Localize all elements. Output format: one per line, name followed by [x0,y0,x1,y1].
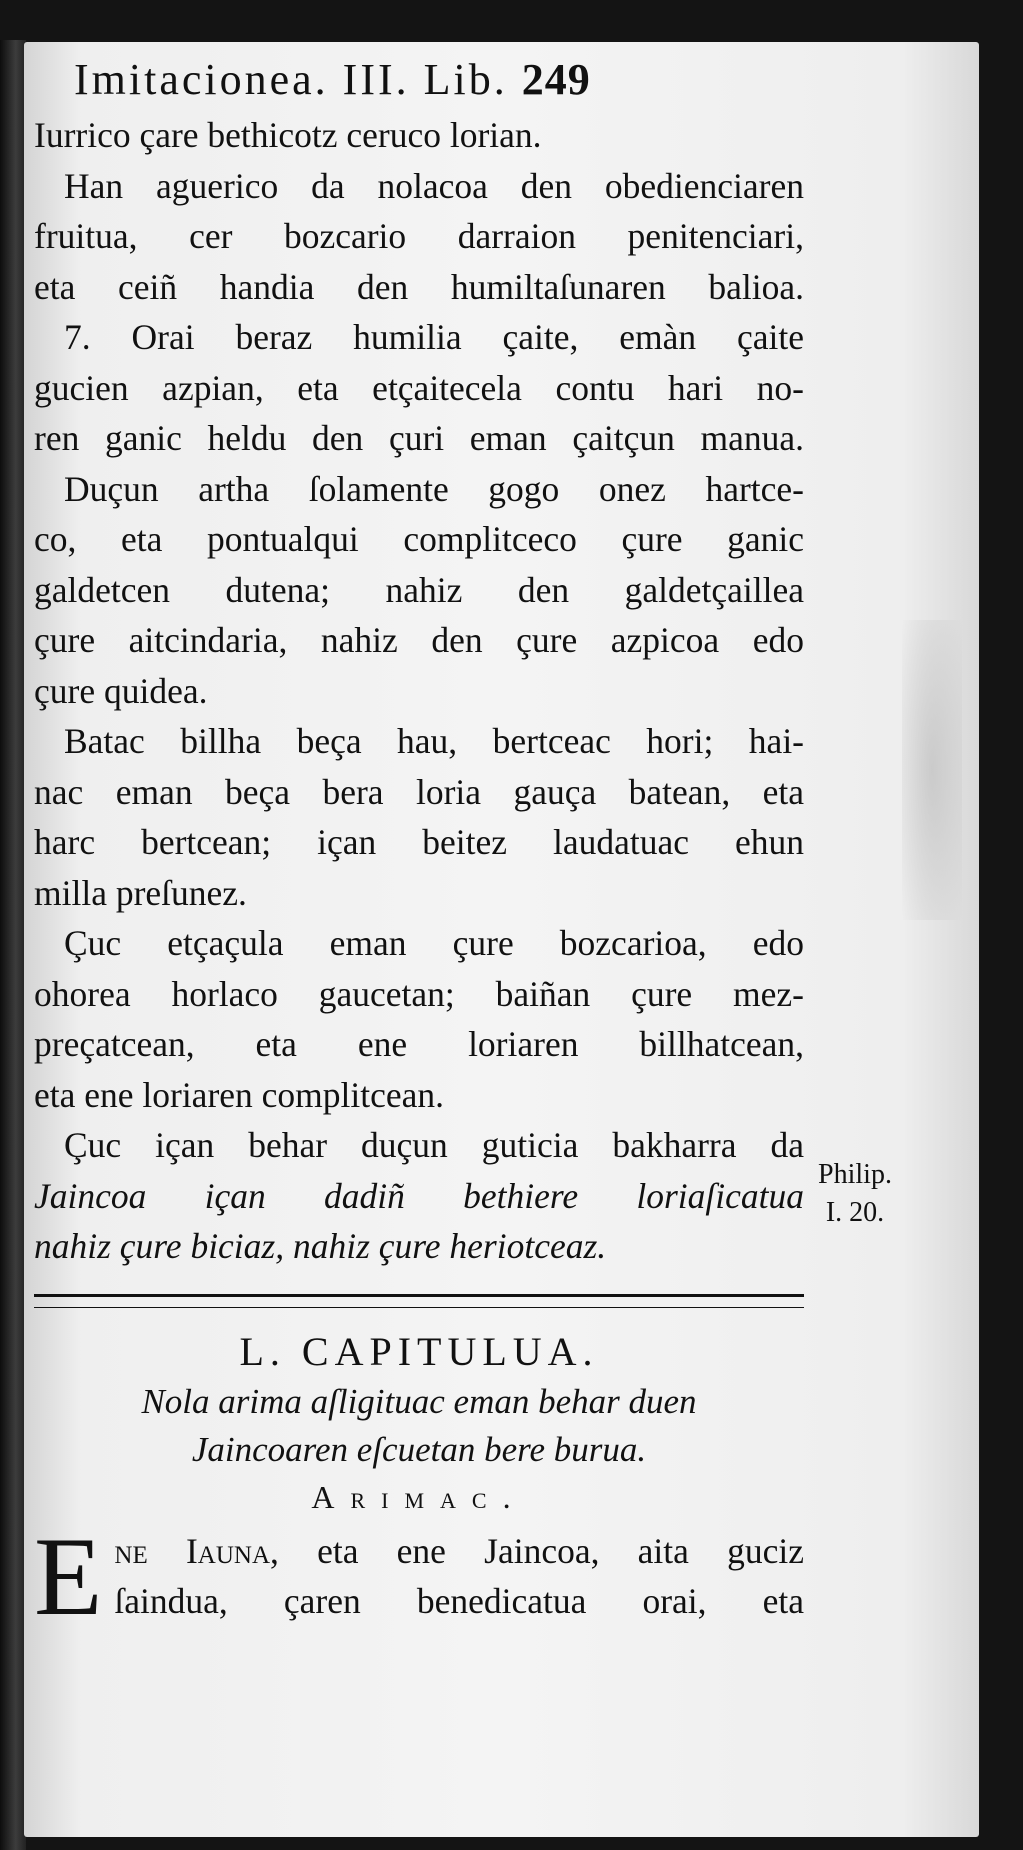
text-line: 7. Orai beraz humilia çaite, emàn çaite [64,317,804,357]
text-line: eta ene loriaren complitcean. [34,1074,445,1115]
text-line: harc bertcean; içan beitez laudatuac ehun [34,822,804,862]
text-line: Çuc içan behar duçun guticia bakharra da [64,1125,804,1165]
text-line: preçatcean, eta ene loriaren billhatcean, [34,1024,804,1064]
small-caps-phrase: ne Iauna [114,1530,270,1571]
speaker-label: Arimac. [311,1478,527,1515]
text-line: Han aguerico da nolacoa den obedienciaren [64,165,804,206]
section-rule-thin [34,1307,804,1308]
text-line: galdetcen dutena; nahiz den galdetçaillea [34,569,804,610]
text-line: ohorea horlaco gaucetan; baiñan çure mez- [34,973,804,1014]
chapter-subtitle-line: Jaincoaren eſcuetan bere burua. [191,1429,647,1469]
chapter-opening [34,1514,804,1639]
text-line: eta ceiñ handia den humiltaſunaren balioa. [34,266,804,307]
text-line: fruitua, cer bozcario darraion penitenciari, [34,216,804,256]
page-number: 249 [521,55,591,104]
running-header [74,50,804,110]
margin-reference [815,1156,895,1232]
quote-line: Jaincoa içan dadiñ bethiere loriaſicatua [34,1175,804,1216]
text-line: Duçun artha ſolamente gogo onez hartce- [64,468,804,509]
book-spine [0,40,26,1850]
text-line: gucien azpian, eta etçaitecela contu hari no- [34,367,804,408]
text-line: Iurrico çare bethicotz ceruco lorian. [34,115,542,155]
drop-cap: E [34,1514,103,1639]
margin-reference-verse: I. 20. [825,1197,885,1228]
chapter-subtitle-line: Nola arima aſligituac eman behar duen [141,1381,697,1421]
text-line [34,1526,804,1577]
text-column [34,50,804,1639]
text-line: ren ganic heldu den çuri eman çaitçun manua. [34,418,804,458]
text-line: nac eman beça bera loria gauça batean, eta [34,771,804,812]
margin-reference-book: Philip. [818,1159,892,1190]
text-run: , eta ene Jaincoa, aita guciz [270,1530,804,1571]
quote-line: nahiz çure biciaz, nahiz çure heriotceaz. [34,1226,607,1266]
paper-stain [902,620,962,920]
section-rule [34,1294,804,1297]
text-line: çure quidea. [34,670,208,711]
text-line: ſaindua, çaren benedicatua orai, eta [114,1581,804,1621]
chapter-heading: L. CAPITULUA. [239,1328,599,1374]
text-line: Çuc etçaçula eman çure bozcarioa, edo [64,923,804,963]
text-line: Batac billha beça hau, bertceac hori; hai- [64,721,804,761]
text-line: co, eta pontualqui complitceco çure ganic [34,519,804,559]
text-line: milla preſunez. [34,872,247,913]
text-line: çure aitcindaria, nahiz den çure azpicoa edo [34,620,804,660]
header-title: Imitacionea. III. Lib. [74,55,508,104]
body-text [34,110,804,1272]
